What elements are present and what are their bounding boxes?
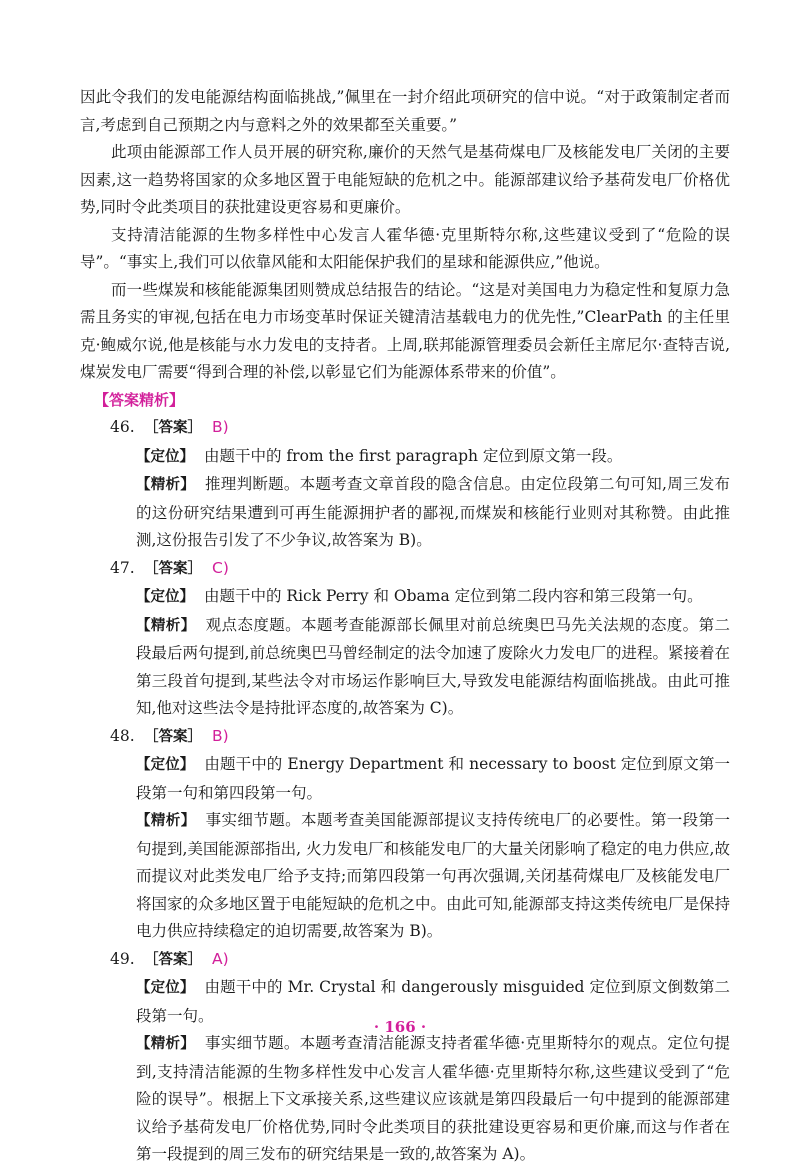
- analysis-line: [136, 807, 730, 946]
- analysis-text: 推理判断题。本题考查文章首段的隐含信息。由定位段第二句可知,周三发布的这份研究结果遭到可再生能源拥护者的鄙视,而煤炭和核能行业则对其称赞。由此推测,这份报告引发了不少争议,故答案为 B)。: [136, 475, 731, 549]
- question-header: [110, 723, 730, 752]
- locate-line: [136, 443, 730, 472]
- question-header: [110, 946, 730, 975]
- answer-value: C): [212, 558, 229, 577]
- page-number: · 166 ·: [373, 1018, 427, 1036]
- paragraph: 支持清洁能源的生物多样性中心发言人霍华德·克里斯特尔称,这些建议受到了“危险的误导”。“事实上,我们可以依靠风能和太阳能保护我们的星球和能源供应,”他说。: [80, 225, 730, 271]
- question-number: 49.: [110, 949, 135, 968]
- answer-label: ［答案］: [144, 728, 202, 745]
- section-title: 【答案精析】: [94, 390, 185, 409]
- question-48: [80, 723, 730, 946]
- question-number: 48.: [110, 726, 135, 745]
- analysis-label: 【精析】: [136, 477, 196, 493]
- locate-label: 【定位】: [136, 589, 194, 605]
- locate-text: 由题干中的 from the first paragraph 定位到原文第一段。: [204, 446, 623, 465]
- question-number: 46.: [110, 418, 135, 436]
- question-46: [80, 414, 730, 555]
- locate-line: [136, 751, 730, 807]
- analysis-text: 事实细节题。本题考查清洁能源支持者霍华德·克里斯特尔的观点。定位句提到,支持清洁能源的生物多样性发中心发言人霍华德·克里斯特尔称,这些建议受到了“危险的误导”。根据上下文承接关系,这些建议应该就是第四段最后一句中提到的能源部建议给予基荷发电厂价格优势,同时令此类项目的获批建设更容易和更价廉,而这与作者在第一段提到的周三发布的研究结果是一致的,故答案为 A)。: [136, 1034, 731, 1163]
- locate-text: 由题干中的 Mr. Crystal 和 dangerously misguided 定位到原文倒数第二段第一句。: [136, 978, 730, 1025]
- analysis-text: 事实细节题。本题考查美国能源部提议支持传统电厂的必要性。第一段第一句提到,美国能源部指出, 火力发电厂和核能发电厂的大量关闭影响了稳定的电力供应,故而提议对此类发电厂给予支持;而第四段第一句再次强调,关闭基荷煤电厂及核能发电厂将国家的众多地区置于电能短缺的危机之中。由此可知,能源部支持这类传统电厂是保持电力供应持续稳定的迫切需要,故答案为 B)。: [136, 811, 730, 940]
- locate-text: 由题干中的 Rick Perry 和 Obama 定位到第二段内容和第三段第一句。: [204, 587, 703, 605]
- question-number: 47.: [110, 558, 135, 577]
- analysis-text: 观点态度题。本题考查能源部长佩里对前总统奥巴马先关法规的态度。第二段最后两句提到,前总统奥巴马曾经制定的法令加速了废除火力发电厂的进程。紧接着在第三段首句提到,某些法令对市场运作影响巨大,导致发电能源结构面临挑战。由此可推知,他对这些法令是持批评态度的,故答案为 C)。: [136, 615, 730, 717]
- locate-label: 【定位】: [136, 757, 195, 773]
- answer-value: B): [212, 418, 229, 436]
- answer-value: B): [212, 726, 229, 745]
- analysis-line: [136, 1030, 730, 1169]
- paragraph: 此项由能源部工作人员开展的研究称,廉价的天然气是基荷煤电厂及核能发电厂关闭的主要因素,这一趋势将国家的众多地区置于电能短缺的危机之中。能源部建议给予基荷发电厂价格优势,同时令此类项目的获批建设更容易和更廉价。: [80, 143, 730, 216]
- question-49: [80, 946, 730, 1169]
- analysis-line: [136, 612, 730, 723]
- analysis-label: 【精析】: [136, 813, 196, 829]
- locate-line: [136, 583, 730, 612]
- analysis-line: [136, 471, 730, 555]
- answer-label: ［答案］: [144, 420, 202, 436]
- analysis-label: 【精析】: [136, 617, 196, 634]
- answer-label: ［答案］: [144, 560, 202, 577]
- answer-value: A): [212, 949, 229, 968]
- locate-text: 由题干中的 Energy Department 和 necessary to boost 定位到原文第一段第一句和第四段第一句。: [136, 755, 731, 802]
- question-47: [80, 555, 730, 723]
- question-header: [110, 414, 730, 443]
- locate-label: 【定位】: [136, 980, 195, 996]
- paragraph: 因此令我们的发电能源结构面临挑战,”佩里在一封介绍此项研究的信中说。“对于政策制定者而言,考虑到自己预期之内与意料之外的效果都至关重要。”: [80, 88, 730, 134]
- paragraph: 而一些煤炭和核能能源集团则赞成总结报告的结论。“这是对美国电力为稳定性和复原力急需且务实的审视,包括在电力市场变革时保证关键清洁基载电力的优先性,”ClearPath 的主任里克·鲍威尔说,他是核能与水力发电的支持者。上周,联邦能源管理委员会新任主席尼尔·查特吉说,煤炭发电厂需要“得到合理的补偿,以彰显它们为能源体系带来的价值”。: [80, 280, 730, 381]
- question-header: [110, 555, 730, 584]
- page-body: [80, 84, 730, 1169]
- analysis-label: 【精析】: [136, 1036, 196, 1052]
- locate-label: 【定位】: [136, 448, 194, 465]
- answer-label: ［答案］: [144, 951, 202, 968]
